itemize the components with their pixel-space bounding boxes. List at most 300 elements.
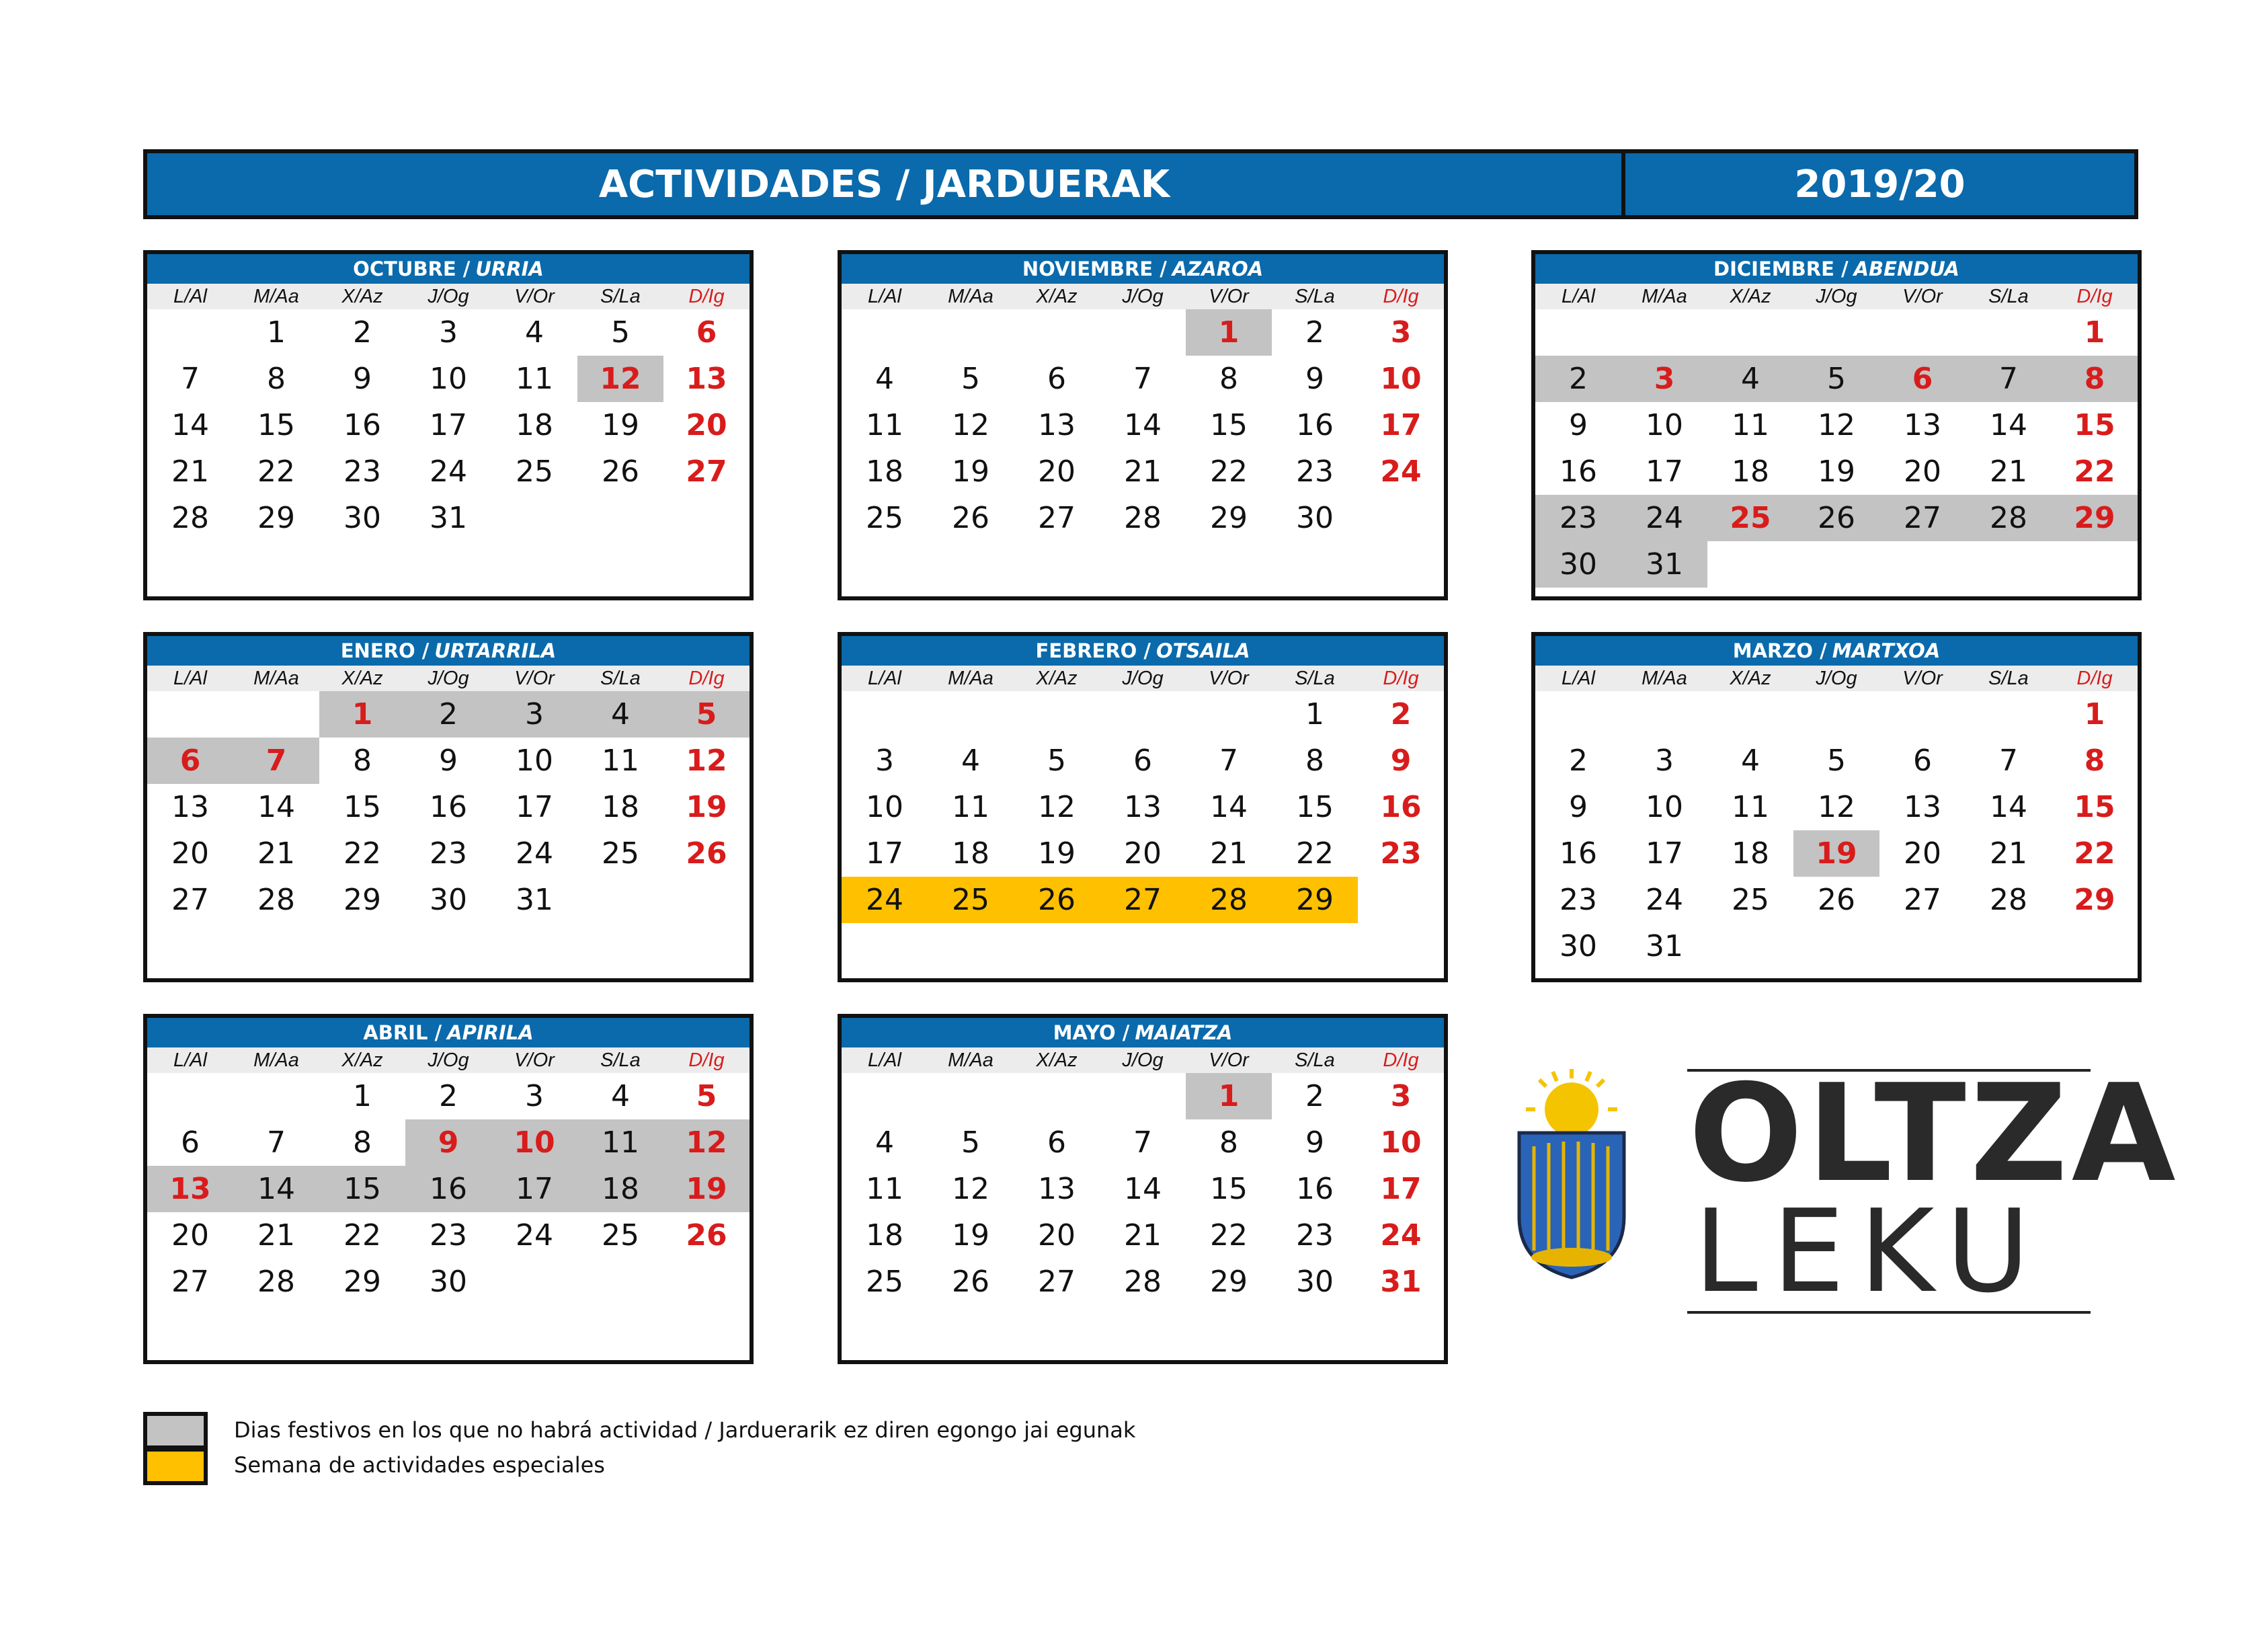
day-cell: 22 (343, 1218, 381, 1253)
day-cell: 29 (2074, 883, 2115, 917)
day-cell: 20 (1904, 836, 1941, 871)
day-cell: 11 (516, 362, 553, 396)
empty-day-cell (1707, 309, 1793, 356)
day-cell: 10 (1380, 362, 1422, 396)
empty-day-cell (147, 691, 233, 738)
day-cell: 4 (611, 1079, 630, 1113)
day-cell: 3 (491, 691, 577, 738)
month-name-es: MAYO / (1053, 1021, 1130, 1044)
day-cell: 14 (1990, 790, 2027, 824)
weekday-header-row (147, 284, 750, 309)
weekday-label: D/Ig (2076, 667, 2113, 689)
day-cell: 7 (233, 738, 319, 784)
day-cell: 28 (1186, 877, 1272, 923)
day-cell: 27 (1904, 883, 1941, 917)
day-grid (842, 309, 1444, 541)
logo-text-leku: LEKU (1694, 1185, 2045, 1318)
day-cell: 25 (1707, 495, 1793, 541)
day-cell: 16 (1296, 1172, 1334, 1206)
day-cell: 8 (2052, 356, 2138, 402)
day-cell: 24 (430, 454, 467, 489)
weekday-label: J/Og (1122, 1049, 1164, 1071)
weekday-label: S/La (1295, 285, 1335, 307)
day-cell: 30 (343, 501, 381, 535)
header-title: ACTIVIDADES / JARDUERAK (598, 162, 1170, 206)
day-cell: 1 (267, 315, 286, 350)
logo-text-oltza: OLTZA (1689, 1056, 2180, 1212)
day-cell: 7 (267, 1125, 286, 1160)
empty-day-cell (1793, 691, 1879, 738)
day-cell: 24 (1621, 495, 1707, 541)
day-cell: 10 (1646, 790, 1683, 824)
day-cell: 24 (842, 877, 928, 923)
weekday-label: S/La (1295, 1049, 1335, 1071)
day-cell: 12 (577, 356, 663, 402)
day-cell: 1 (319, 691, 405, 738)
legend-gray-swatch (143, 1412, 208, 1450)
day-cell: 5 (696, 1079, 717, 1113)
weekday-label: J/Og (1122, 667, 1164, 689)
month-calendar (143, 1014, 754, 1364)
day-cell: 22 (2074, 454, 2115, 489)
weekday-label: M/Aa (253, 667, 299, 689)
day-cell: 30 (430, 883, 467, 917)
day-cell: 3 (1390, 315, 1412, 350)
day-cell: 20 (171, 836, 209, 871)
month-name-eu: AZAROA (1172, 257, 1264, 280)
day-cell: 2 (1390, 697, 1412, 731)
day-cell: 19 (1038, 836, 1076, 871)
day-cell: 15 (1210, 408, 1248, 442)
month-title (147, 254, 750, 284)
day-cell: 16 (405, 1166, 491, 1212)
day-cell: 7 (1966, 356, 2052, 402)
empty-day-cell (1966, 309, 2052, 356)
month-name-es: ENERO / (340, 639, 430, 662)
day-cell: 14 (171, 408, 209, 442)
day-cell: 5 (961, 362, 980, 396)
day-cell: 12 (952, 1172, 989, 1206)
day-cell: 10 (1380, 1125, 1422, 1160)
day-cell: 26 (602, 454, 639, 489)
day-cell: 13 (1038, 1172, 1076, 1206)
day-cell: 16 (1296, 408, 1334, 442)
month-title (147, 636, 750, 666)
day-cell: 14 (257, 790, 295, 824)
day-cell: 2 (439, 1079, 458, 1113)
day-cell: 28 (257, 883, 295, 917)
month-name-eu: OTSAILA (1156, 639, 1250, 662)
day-cell: 25 (866, 501, 903, 535)
weekday-label: L/Al (173, 667, 207, 689)
day-cell: 19 (952, 1218, 989, 1253)
weekday-label: D/Ig (1383, 285, 1419, 307)
day-cell: 31 (1380, 1265, 1422, 1299)
day-cell: 24 (516, 836, 553, 871)
day-cell: 17 (1646, 454, 1683, 489)
day-cell: 5 (961, 1125, 980, 1160)
weekday-label: X/Az (1036, 1049, 1078, 1071)
day-cell: 17 (1380, 1172, 1422, 1206)
day-cell: 30 (430, 1265, 467, 1299)
day-cell: 18 (577, 1166, 663, 1212)
day-cell: 9 (1305, 1125, 1324, 1160)
empty-day-cell (1100, 691, 1186, 738)
day-cell: 9 (405, 1119, 491, 1166)
weekday-label: S/La (600, 667, 641, 689)
weekday-header-row (842, 1047, 1444, 1073)
day-cell: 3 (875, 744, 894, 778)
empty-day-cell (1535, 309, 1621, 356)
empty-day-cell (1879, 691, 1966, 738)
day-cell: 2 (1569, 744, 1588, 778)
weekday-label: M/Aa (253, 285, 299, 307)
day-cell: 1 (2084, 697, 2105, 731)
day-cell: 31 (1646, 929, 1683, 963)
month-name-eu: URTARRILA (434, 639, 557, 662)
day-grid (147, 309, 750, 541)
day-cell: 6 (1879, 356, 1966, 402)
day-cell: 23 (1296, 454, 1334, 489)
day-cell: 13 (1904, 408, 1941, 442)
day-cell: 13 (1124, 790, 1162, 824)
day-cell: 5 (1793, 356, 1879, 402)
day-cell: 2 (1305, 315, 1324, 350)
day-grid (147, 1073, 750, 1305)
day-cell: 21 (1124, 454, 1162, 489)
empty-day-cell (1621, 691, 1707, 738)
day-cell: 8 (353, 1125, 372, 1160)
day-cell: 11 (602, 744, 639, 778)
day-cell: 2 (1535, 356, 1621, 402)
header-year-cell (1625, 153, 2134, 215)
weekday-label: L/Al (868, 667, 901, 689)
day-cell: 11 (1732, 790, 1769, 824)
day-cell: 29 (1272, 877, 1358, 923)
day-cell: 8 (267, 362, 286, 396)
day-grid (147, 691, 750, 923)
day-cell: 6 (696, 315, 717, 350)
weekday-label: V/Or (514, 285, 555, 307)
weekday-label: L/Al (1562, 667, 1595, 689)
day-cell: 9 (353, 362, 372, 396)
day-cell: 25 (516, 454, 553, 489)
day-cell: 28 (171, 501, 209, 535)
day-cell: 16 (1380, 790, 1422, 824)
day-grid (1535, 691, 2138, 969)
day-cell: 15 (319, 1166, 405, 1212)
weekday-label: D/Ig (688, 1049, 725, 1071)
weekday-label: M/Aa (948, 667, 994, 689)
weekday-label: D/Ig (688, 285, 725, 307)
weekday-label: J/Og (1122, 285, 1164, 307)
day-cell: 27 (686, 454, 727, 489)
day-cell: 7 (1219, 744, 1238, 778)
day-cell: 1 (1186, 1073, 1272, 1119)
empty-day-cell (842, 309, 928, 356)
day-cell: 18 (952, 836, 989, 871)
day-cell: 23 (1296, 1218, 1334, 1253)
day-cell: 19 (1818, 454, 1855, 489)
day-cell: 13 (1038, 408, 1076, 442)
day-cell: 6 (1913, 744, 1932, 778)
day-cell: 30 (1296, 501, 1334, 535)
day-cell: 25 (602, 836, 639, 871)
day-cell: 24 (516, 1218, 553, 1253)
day-cell: 10 (866, 790, 903, 824)
day-cell: 23 (1535, 495, 1621, 541)
day-cell: 20 (1038, 1218, 1076, 1253)
day-cell: 23 (1560, 883, 1597, 917)
day-cell: 2 (353, 315, 372, 350)
day-cell: 16 (343, 408, 381, 442)
day-cell: 3 (1390, 1079, 1412, 1113)
day-cell: 17 (491, 1166, 577, 1212)
day-cell: 21 (1990, 836, 2027, 871)
day-cell: 4 (525, 315, 544, 350)
month-calendar (838, 1014, 1448, 1364)
day-cell: 21 (1210, 836, 1248, 871)
day-cell: 16 (1560, 836, 1597, 871)
month-name-es: OCTUBRE / (353, 257, 471, 280)
day-cell: 25 (866, 1265, 903, 1299)
day-cell: 29 (343, 1265, 381, 1299)
day-cell: 3 (525, 1079, 544, 1113)
empty-day-cell (928, 691, 1014, 738)
day-grid (842, 691, 1444, 923)
day-cell: 6 (147, 738, 233, 784)
empty-day-cell (1879, 309, 1966, 356)
day-cell: 23 (343, 454, 381, 489)
day-cell: 4 (1741, 744, 1760, 778)
month-name-es: FEBRERO / (1035, 639, 1151, 662)
weekday-label: L/Al (868, 285, 901, 307)
empty-day-cell (1014, 1073, 1100, 1119)
day-cell: 27 (171, 1265, 209, 1299)
weekday-label: S/La (1295, 667, 1335, 689)
weekday-label: X/Az (1730, 667, 1771, 689)
day-cell: 30 (1560, 929, 1597, 963)
weekday-label: D/Ig (1383, 667, 1419, 689)
day-cell: 19 (1793, 830, 1879, 877)
empty-day-cell (1186, 691, 1272, 738)
weekday-label: V/Or (514, 667, 555, 689)
weekday-label: X/Az (341, 285, 383, 307)
day-cell: 8 (1219, 362, 1238, 396)
day-cell: 15 (343, 790, 381, 824)
month-name-es: ABRIL / (363, 1021, 442, 1044)
day-cell: 27 (1038, 1265, 1076, 1299)
day-cell: 5 (611, 315, 630, 350)
day-cell: 19 (686, 790, 727, 824)
day-cell: 12 (1818, 408, 1855, 442)
day-cell: 11 (866, 408, 903, 442)
weekday-label: S/La (1988, 285, 2029, 307)
day-cell: 19 (602, 408, 639, 442)
month-title (842, 1018, 1444, 1047)
day-cell: 11 (952, 790, 989, 824)
weekday-label: V/Or (1902, 285, 1943, 307)
day-cell: 27 (1879, 495, 1966, 541)
month-calendar (838, 250, 1448, 600)
day-cell: 11 (866, 1172, 903, 1206)
weekday-label: J/Og (428, 667, 469, 689)
day-cell: 28 (257, 1265, 295, 1299)
day-cell: 8 (2084, 744, 2105, 778)
day-cell: 1 (1305, 697, 1324, 731)
month-name-es: DICIEMBRE / (1713, 257, 1849, 280)
header-title-cell (147, 153, 1625, 215)
month-title (1535, 254, 2138, 284)
weekday-header-row (147, 1047, 750, 1073)
day-cell: 8 (353, 744, 372, 778)
empty-day-cell (147, 1073, 233, 1119)
day-cell: 23 (1380, 836, 1422, 871)
day-cell: 26 (952, 1265, 989, 1299)
day-cell: 21 (1124, 1218, 1162, 1253)
day-cell: 31 (430, 501, 467, 535)
day-cell: 18 (602, 790, 639, 824)
day-cell: 7 (181, 362, 200, 396)
day-cell: 19 (952, 454, 989, 489)
empty-day-cell (1100, 1073, 1186, 1119)
day-cell: 30 (1296, 1265, 1334, 1299)
weekday-label: S/La (1988, 667, 2029, 689)
day-cell: 6 (1047, 1125, 1066, 1160)
day-cell: 26 (686, 1218, 727, 1253)
empty-day-cell (1535, 691, 1621, 738)
day-cell: 15 (1296, 790, 1334, 824)
day-cell: 15 (2074, 408, 2115, 442)
day-cell: 16 (1560, 454, 1597, 489)
day-cell: 7 (1133, 362, 1152, 396)
day-cell: 25 (1732, 883, 1769, 917)
month-name-es: MARZO / (1732, 639, 1827, 662)
day-cell: 20 (1124, 836, 1162, 871)
day-cell: 9 (439, 744, 458, 778)
day-cell: 27 (171, 883, 209, 917)
day-cell: 12 (952, 408, 989, 442)
month-calendar (838, 632, 1448, 982)
day-cell: 12 (1038, 790, 1076, 824)
day-cell: 7 (1999, 744, 2018, 778)
weekday-label: V/Or (1209, 1049, 1249, 1071)
day-cell: 31 (516, 883, 553, 917)
day-cell: 25 (928, 877, 1014, 923)
day-cell: 24 (1646, 883, 1683, 917)
day-cell: 17 (1646, 836, 1683, 871)
legend-yellow-text: Semana de actividades especiales (234, 1452, 605, 1478)
empty-day-cell (842, 1073, 928, 1119)
month-calendar (1531, 632, 2142, 982)
empty-day-cell (233, 1073, 319, 1119)
day-cell: 13 (147, 1166, 233, 1212)
legend-gray-text: Dias festivos en los que no habrá actividad / Jarduerarik ez diren egongo jai egunak (234, 1417, 1136, 1443)
day-cell: 9 (1390, 744, 1412, 778)
month-calendar (143, 632, 754, 982)
weekday-label: X/Az (341, 1049, 383, 1071)
day-cell: 5 (1047, 744, 1066, 778)
empty-day-cell (1966, 691, 2052, 738)
weekday-label: L/Al (173, 285, 207, 307)
weekday-label: X/Az (341, 667, 383, 689)
day-cell: 17 (430, 408, 467, 442)
month-name-eu: MARTXOA (1832, 639, 1941, 662)
empty-day-cell (842, 691, 928, 738)
day-cell: 22 (257, 454, 295, 489)
weekday-label: J/Og (428, 285, 469, 307)
weekday-label: J/Og (428, 1049, 469, 1071)
month-name-eu: ABENDUA (1853, 257, 1959, 280)
day-cell: 23 (430, 1218, 467, 1253)
day-cell: 8 (1305, 744, 1324, 778)
month-name-eu: APIRILA (447, 1021, 534, 1044)
day-cell: 4 (875, 362, 894, 396)
weekday-label: X/Az (1730, 285, 1771, 307)
weekday-label: M/Aa (1642, 667, 1687, 689)
day-cell: 29 (1210, 1265, 1248, 1299)
weekday-label: D/Ig (2076, 285, 2113, 307)
day-cell: 21 (257, 836, 295, 871)
day-cell: 15 (257, 408, 295, 442)
weekday-label: V/Or (514, 1049, 555, 1071)
day-cell: 4 (961, 744, 980, 778)
day-cell: 21 (171, 454, 209, 489)
day-cell: 31 (1621, 541, 1707, 588)
day-cell: 12 (1818, 790, 1855, 824)
empty-day-cell (1100, 309, 1186, 356)
day-cell: 18 (1732, 836, 1769, 871)
empty-day-cell (1014, 691, 1100, 738)
day-cell: 13 (1904, 790, 1941, 824)
day-cell: 28 (1966, 495, 2052, 541)
weekday-label: M/Aa (1642, 285, 1687, 307)
day-cell: 27 (1038, 501, 1076, 535)
empty-day-cell (1793, 309, 1879, 356)
weekday-label: S/La (600, 1049, 641, 1071)
weekday-label: L/Al (173, 1049, 207, 1071)
day-cell: 25 (602, 1218, 639, 1253)
weekday-label: S/La (600, 285, 641, 307)
weekday-header-row (842, 666, 1444, 691)
weekday-header-row (147, 666, 750, 691)
day-cell: 10 (516, 744, 553, 778)
day-cell: 21 (257, 1218, 295, 1253)
day-cell: 9 (1569, 790, 1588, 824)
weekday-label: D/Ig (688, 667, 725, 689)
coat-of-arms-icon (1519, 1133, 1624, 1277)
weekday-header-row (842, 284, 1444, 309)
oltza-leku-logo (1499, 1056, 2180, 1318)
day-cell: 22 (1210, 1218, 1248, 1253)
day-cell: 14 (1124, 408, 1162, 442)
day-cell: 22 (1296, 836, 1334, 871)
month-title (842, 636, 1444, 666)
empty-day-cell (233, 691, 319, 738)
day-cell: 12 (686, 744, 727, 778)
day-cell: 4 (577, 691, 663, 738)
day-cell: 1 (353, 1079, 372, 1113)
weekday-label: V/Or (1209, 667, 1249, 689)
month-calendar (1531, 250, 2142, 600)
day-cell: 14 (1990, 408, 2027, 442)
day-cell: 28 (1124, 501, 1162, 535)
weekday-label: X/Az (1036, 285, 1078, 307)
month-title (147, 1018, 750, 1047)
empty-day-cell (1621, 309, 1707, 356)
day-cell: 13 (686, 362, 727, 396)
empty-day-cell (928, 1073, 1014, 1119)
